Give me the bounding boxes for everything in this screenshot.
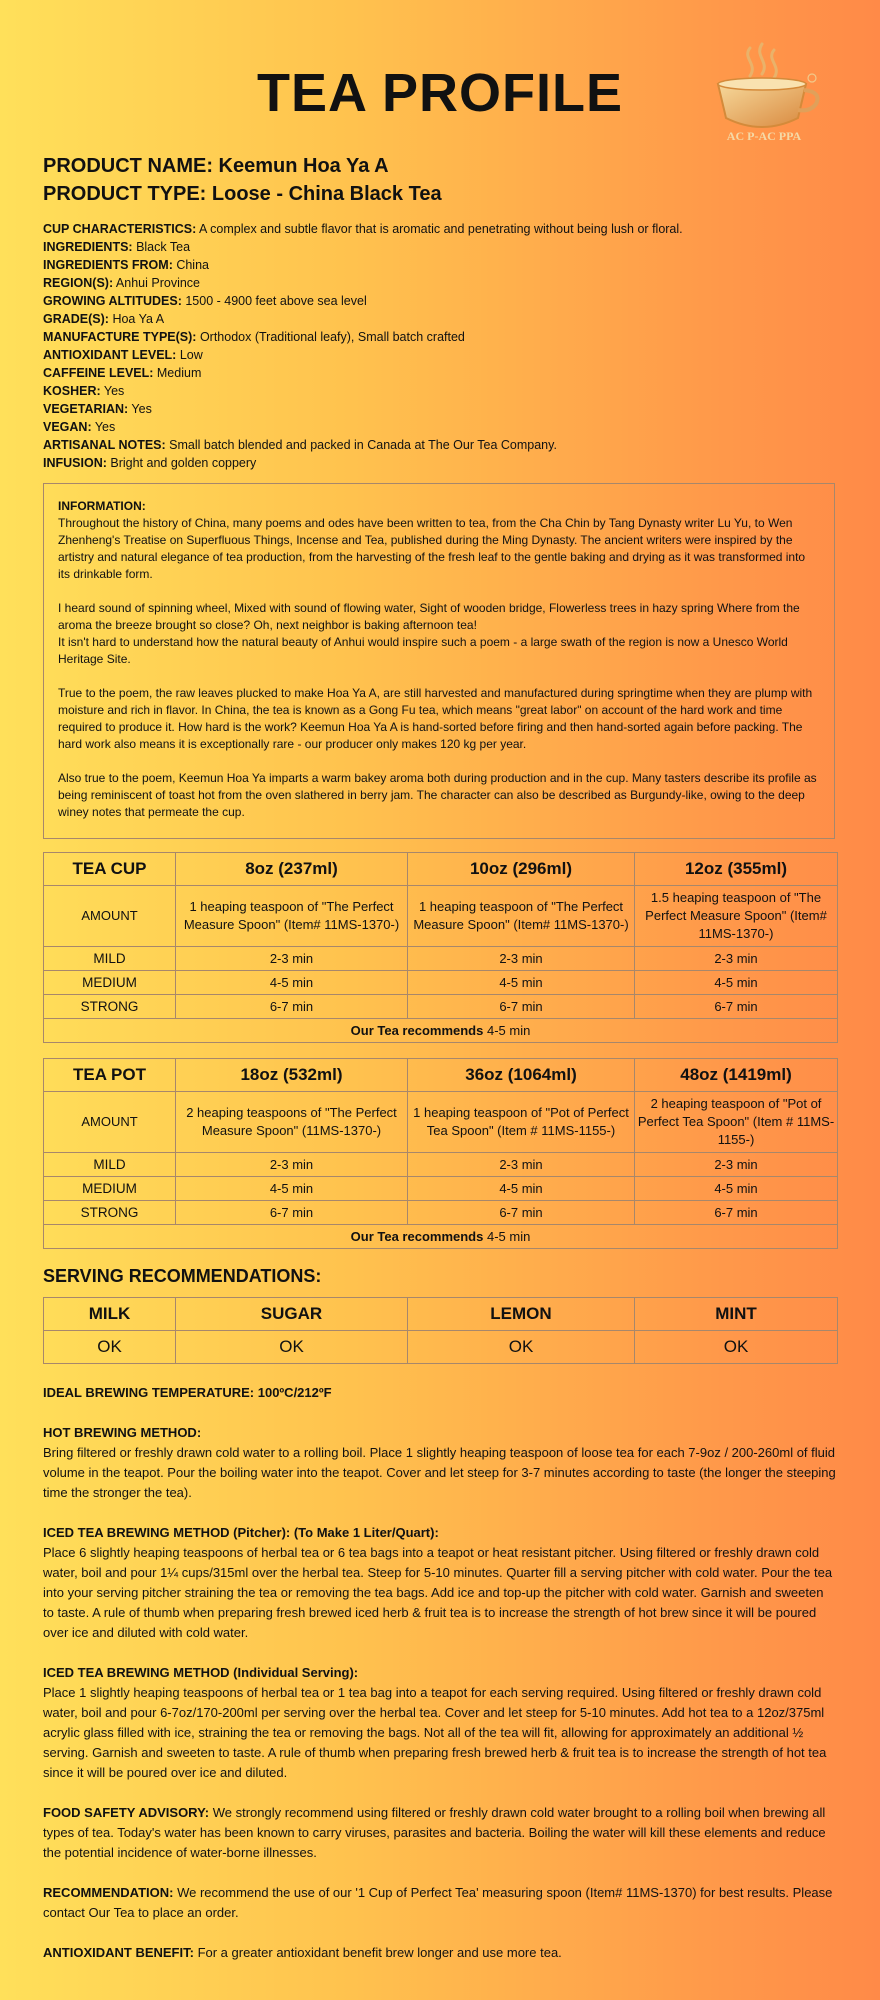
antioxidant-label: ANTIOXIDANT BENEFIT: xyxy=(43,1945,194,1960)
information-paragraph: Throughout the history of China, many poems and odes have been written to tea, from the Cha Chin by Tang Dynasty writer Lu Yu, to Wen Zhenheng's Treatise on Superfluous Things, Incense and Tea, published during the Ming Dynasty. The ancient writers were inspired by the artistry and natural elegance of tea production, from the harvesting of the fresh leaf to the gentle baking and drying as it was transformed into its drinkable form. xyxy=(58,516,806,581)
spec-label: KOSHER: xyxy=(43,384,101,398)
spec-row xyxy=(43,238,837,256)
recommendation-text: We recommend the use of our '1 Cup of Perfect Tea' measuring spoon (Item# 11MS-1370) for best results. Please contact Our Tea to place an order. xyxy=(43,1885,833,1920)
spec-value: Bright and golden coppery xyxy=(106,456,257,470)
amount-cell: 1.5 heaping teaspoon of "The Perfect Measure Spoon" (Item# 11MS-1370-) xyxy=(635,886,838,947)
brewing-section xyxy=(43,1383,837,1983)
time-cell: 6-7 min xyxy=(635,1201,838,1225)
logo-text: AC P-AC PPA xyxy=(726,129,802,143)
information-paragraph: It isn't hard to understand how the natural beauty of Anhui would inspire such a poem - a large swath of the region is now a Unesco World Heritage Site. xyxy=(58,635,788,666)
product-header xyxy=(43,152,442,208)
hot-brewing-text: Bring filtered or freshly drawn cold water to a rolling boil. Place 1 slightly heaping teaspoon of loose tea for each 7-9oz / 200-260ml of fluid volume in the teapot. Pour the boiling water into the teapot. Cover and let steep for 3-7 minutes according to taste (the longer the steeping time the stronger the tea). xyxy=(43,1445,836,1500)
spec-label: INGREDIENTS: xyxy=(43,240,133,254)
spec-value: China xyxy=(172,258,209,272)
spec-row xyxy=(43,256,837,274)
amount-cell: 1 heaping teaspoon of "Pot of Perfect Tea Spoon" (Item # 11MS-1155-) xyxy=(408,1092,635,1153)
time-cell: 4-5 min xyxy=(176,971,408,995)
spec-value: Hoa Ya A xyxy=(108,312,165,326)
tea-cup-logo xyxy=(700,40,830,150)
time-cell: 6-7 min xyxy=(176,995,408,1019)
spec-value: Small batch blended and packed in Canada at The Our Tea Company. xyxy=(165,438,557,452)
spec-label: ARTISANAL NOTES: xyxy=(43,438,166,452)
cup-size: 12oz (355ml) xyxy=(635,853,838,886)
spec-row xyxy=(43,418,837,436)
iced-pitcher-text: Place 6 slightly heaping teaspoons of herbal tea or 6 tea bags into a teapot or heat resistant pitcher. Using filtered or freshly drawn cold water, boil and pour 1¼ cups/315ml over the herbal tea. Steep for 5-10 minutes. Quarter fill a serving pitcher with cold water. Pour the tea into your serving pitcher straining the tea or removing the tea bags. Add ice and top-up the pitcher with cold water. Garnish and sweeten to taste. A rule of thumb when preparing fresh brewed iced herb & fruit tea is to increase the strength of hot brew since it will be poured over ice and diluted with cold water. xyxy=(43,1545,833,1640)
pot-size: 48oz (1419ml) xyxy=(635,1059,838,1092)
serving-value: OK xyxy=(176,1331,408,1364)
time-cell: 6-7 min xyxy=(635,995,838,1019)
spec-value: Black Tea xyxy=(132,240,191,254)
strength-label: MEDIUM xyxy=(44,971,176,995)
time-cell: 4-5 min xyxy=(635,971,838,995)
serving-option: LEMON xyxy=(408,1298,635,1331)
pot-size: 36oz (1064ml) xyxy=(408,1059,635,1092)
iced-single-heading: ICED TEA BREWING METHOD (Individual Serving): xyxy=(43,1665,359,1680)
spec-row xyxy=(43,454,837,472)
ideal-temperature: IDEAL BREWING TEMPERATURE: 100ºC/212ºF xyxy=(43,1385,332,1400)
time-cell: 2-3 min xyxy=(635,1153,838,1177)
serving-option: MINT xyxy=(635,1298,838,1331)
tea-pot-header: TEA POT xyxy=(44,1059,176,1092)
food-safety-label: FOOD SAFETY ADVISORY: xyxy=(43,1805,210,1820)
spec-row xyxy=(43,364,837,382)
information-paragraph: True to the poem, the raw leaves plucked to make Hoa Ya A, are still harvested and manufactured during springtime when they are plump with moisture and rich in flavor. In China, the tea is known as a Gong Fu tea, which means "great labor" on account of the hard work and time required to produce it. How hard is the work? Keemun Hoa Ya A is hand-sorted before firing and then hand-sorted again before packing. The hard work also means it is exceptionally rare - our producer only makes 120 kg per year. xyxy=(58,686,813,751)
spec-label: GRADE(S): xyxy=(43,312,109,326)
spec-row xyxy=(43,382,837,400)
serving-value: OK xyxy=(44,1331,176,1364)
time-cell: 2-3 min xyxy=(408,947,635,971)
spec-value: Yes xyxy=(91,420,116,434)
spec-row xyxy=(43,220,837,238)
strength-label: STRONG xyxy=(44,995,176,1019)
serving-heading: SERVING RECOMMENDATIONS: xyxy=(43,1266,322,1286)
pot-size: 18oz (532ml) xyxy=(176,1059,408,1092)
product-name: PRODUCT NAME: Keemun Hoa Ya A xyxy=(43,155,389,177)
amount-cell: 2 heaping teaspoons of "The Perfect Measure Spoon" (11MS-1370-) xyxy=(176,1092,408,1153)
amount-cell: 2 heaping teaspoon of "Pot of Perfect Tea Spoon" (Item # 11MS-1155-) xyxy=(635,1092,838,1153)
tea-pot-table xyxy=(43,1058,838,1249)
tea-cup-icon xyxy=(700,40,830,150)
strength-label: MILD xyxy=(44,947,176,971)
recommendation-row xyxy=(44,1019,838,1043)
spec-row xyxy=(43,292,837,310)
time-cell: 4-5 min xyxy=(408,1177,635,1201)
strength-label: STRONG xyxy=(44,1201,176,1225)
time-cell: 2-3 min xyxy=(408,1153,635,1177)
time-cell: 4-5 min xyxy=(176,1177,408,1201)
spec-row xyxy=(43,274,837,292)
recommend-label: Our Tea recommends xyxy=(350,1229,484,1244)
spec-row xyxy=(43,436,837,454)
amount-cell: 1 heaping teaspoon of "The Perfect Measure Spoon" (Item# 11MS-1370-) xyxy=(176,886,408,947)
spec-label: CUP CHARACTERISTICS: xyxy=(43,222,197,236)
spec-list xyxy=(43,220,837,472)
recommend-value: 4-5 min xyxy=(483,1229,531,1244)
recommend-value: 4-5 min xyxy=(483,1023,531,1038)
recommend-label: Our Tea recommends xyxy=(350,1023,484,1038)
information-box xyxy=(43,483,835,839)
cup-size: 10oz (296ml) xyxy=(408,853,635,886)
iced-single-text: Place 1 slightly heaping teaspoons of herbal tea or 1 tea bag into a teapot for each serving required. Using filtered or freshly drawn cold water, boil and pour 6-7oz/170-200ml per serving over the herbal tea. Cover and let steep for 5-10 minutes. Add hot tea to a 12oz/375ml acrylic glass filled with ice, straining the tea or removing the bags. Not all of the tea will fit, allowing for approximately an additional ½ serving. Garnish and sweeten to taste. A rule of thumb when preparing fresh brewed herb & fruit tea is to increase the strength of hot tea since it will be poured over ice and diluted. xyxy=(43,1685,827,1780)
amount-label: AMOUNT xyxy=(44,886,176,947)
food-safety-text: We strongly recommend using filtered or freshly drawn cold water brought to a rolling boil when brewing all types of tea. Today's water has been known to carry viruses, parasites and bacteria. Boiling the water will kill these elements and reduce the potential incidence of water-borne illnesses. xyxy=(43,1805,826,1860)
spec-label: REGION(S): xyxy=(43,276,114,290)
time-cell: 6-7 min xyxy=(408,995,635,1019)
time-cell: 4-5 min xyxy=(408,971,635,995)
information-paragraph: Also true to the poem, Keemun Hoa Ya imparts a warm bakey aroma both during production and in the cup. Many tasters describe its profile as being reminiscent of toast hot from the oven slathered in berry jam. The character can also be described as Burgundy-like, owing to the deep winey notes that permeate the cup. xyxy=(58,771,817,819)
spec-label: VEGAN: xyxy=(43,420,92,434)
spec-row xyxy=(43,346,837,364)
spec-label: CAFFEINE LEVEL: xyxy=(43,366,154,380)
iced-pitcher-heading: ICED TEA BREWING METHOD (Pitcher): (To Make 1 Liter/Quart): xyxy=(43,1525,439,1540)
spec-value: Yes xyxy=(100,384,125,398)
spec-label: INGREDIENTS FROM: xyxy=(43,258,173,272)
recommendation-label: RECOMMENDATION: xyxy=(43,1885,174,1900)
information-poem: I heard sound of spinning wheel, Mixed with sound of flowing water, Sight of wooden bridge, Flowerless trees in hazy spring Where from the aroma the breeze brought so close? Oh, next neighbor is baking afternoon tea! xyxy=(58,601,800,632)
spec-label: GROWING ALTITUDES: xyxy=(43,294,182,308)
spec-row xyxy=(43,328,837,346)
product-type: PRODUCT TYPE: Loose - China Black Tea xyxy=(43,183,442,205)
amount-cell: 1 heaping teaspoon of "The Perfect Measure Spoon" (Item# 11MS-1370-) xyxy=(408,886,635,947)
spec-label: VEGETARIAN: xyxy=(43,402,129,416)
spec-label: INFUSION: xyxy=(43,456,107,470)
spec-value: 1500 - 4900 feet above sea level xyxy=(181,294,367,308)
spec-label: ANTIOXIDANT LEVEL: xyxy=(43,348,177,362)
time-cell: 6-7 min xyxy=(176,1201,408,1225)
hot-brewing-heading: HOT BREWING METHOD: xyxy=(43,1425,202,1440)
spec-label: MANUFACTURE TYPE(S): xyxy=(43,330,197,344)
strength-label: MILD xyxy=(44,1153,176,1177)
strength-label: MEDIUM xyxy=(44,1177,176,1201)
spec-value: Anhui Province xyxy=(113,276,200,290)
serving-table xyxy=(43,1297,838,1364)
amount-label: AMOUNT xyxy=(44,1092,176,1153)
antioxidant-text: For a greater antioxidant benefit brew longer and use more tea. xyxy=(193,1945,562,1960)
spec-row xyxy=(43,310,837,328)
time-cell: 2-3 min xyxy=(176,947,408,971)
recommendation-row xyxy=(44,1225,838,1249)
tea-cup-table xyxy=(43,852,838,1043)
information-heading: INFORMATION: xyxy=(58,499,146,513)
serving-value: OK xyxy=(635,1331,838,1364)
spec-value: A complex and subtle flavor that is aromatic and penetrating without being lush or floral. xyxy=(196,222,683,236)
spec-row xyxy=(43,400,837,418)
spec-value: Medium xyxy=(153,366,202,380)
time-cell: 6-7 min xyxy=(408,1201,635,1225)
time-cell: 2-3 min xyxy=(635,947,838,971)
serving-value: OK xyxy=(408,1331,635,1364)
cup-size: 8oz (237ml) xyxy=(176,853,408,886)
serving-option: MILK xyxy=(44,1298,176,1331)
spec-value: Orthodox (Traditional leafy), Small batch crafted xyxy=(196,330,465,344)
spec-value: Yes xyxy=(128,402,152,416)
page-title: TEA PROFILE xyxy=(256,63,623,123)
tea-cup-header: TEA CUP xyxy=(44,853,176,886)
serving-option: SUGAR xyxy=(176,1298,408,1331)
time-cell: 2-3 min xyxy=(176,1153,408,1177)
spec-value: Low xyxy=(176,348,203,362)
time-cell: 4-5 min xyxy=(635,1177,838,1201)
